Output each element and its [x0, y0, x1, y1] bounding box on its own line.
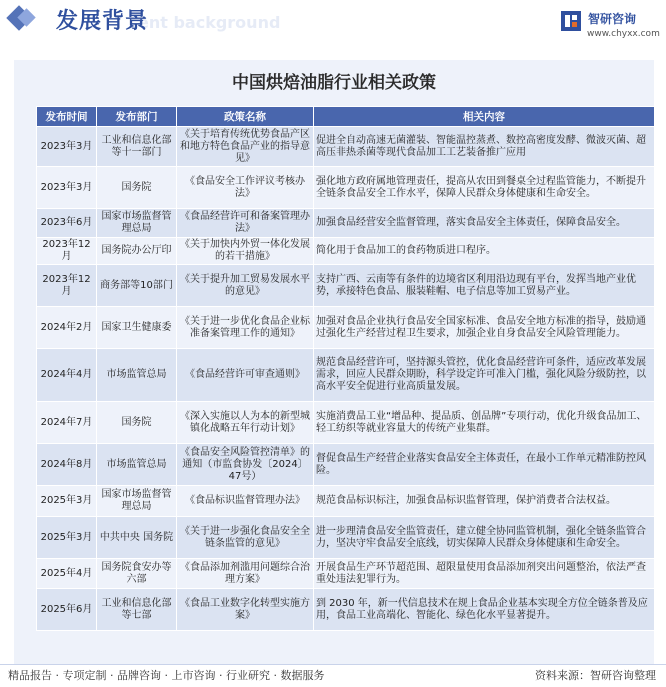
- footer-divider: [0, 664, 666, 665]
- cell-time: 2024年8月: [37, 444, 97, 486]
- cell-dept: 国家卫生健康委: [97, 307, 177, 349]
- cell-dept: 市场监管总局: [97, 444, 177, 486]
- cell-dept: 国务院办公厅印: [97, 238, 177, 265]
- table-row: [37, 167, 655, 209]
- brand-url: www.chyxx.com: [587, 29, 660, 39]
- cell-policy: 《食品经营许可审查通则》: [177, 349, 314, 402]
- table-row: [37, 127, 655, 167]
- footer-services: 精品报告 · 专项定制 · 品牌咨询 · 上市咨询 · 行业研究 · 数据服务: [8, 669, 325, 682]
- cell-policy: 《关于加快内外贸一体化发展的若干措施》: [177, 238, 314, 265]
- cell-time: 2024年2月: [37, 307, 97, 349]
- table-row: [37, 209, 655, 238]
- cell-dept: 工业和信息化部等七部: [97, 589, 177, 631]
- cell-content: 强化地方政府属地管理责任，提高从农田到餐桌全过程监管能力，不断提升全链条食品安全工作水平，保障人民群众身体健康和生命安全。: [314, 167, 655, 209]
- section-title: 发展背景: [56, 9, 149, 34]
- cell-policy: 《关于进一步强化食品安全全链条监管的意见》: [177, 517, 314, 559]
- table-row: [37, 402, 655, 444]
- brand-name: 智研咨询: [588, 12, 637, 26]
- cell-content: 规范食品标识标注，加强食品标识监督管理，保护消费者合法权益。: [314, 486, 655, 517]
- cell-policy: 《食品添加剂滥用问题综合治理方案》: [177, 559, 314, 589]
- cell-dept: 国家市场监督管理总局: [97, 209, 177, 238]
- cell-time: 2023年3月: [37, 167, 97, 209]
- cell-time: 2025年3月: [37, 486, 97, 517]
- cell-time: 2024年7月: [37, 402, 97, 444]
- cell-policy: 《关于提升加工贸易发展水平的意见》: [177, 265, 314, 307]
- cell-time: 2025年3月: [37, 517, 97, 559]
- table-row: [37, 349, 655, 402]
- cell-dept: 国务院食安办等六部: [97, 559, 177, 589]
- cell-content: 促进全自动高速无菌灌装、智能温控蒸煮、数控高密度发酵、微波灭菌、超高压非热杀菌等现代食品加工工艺装备推广应用: [314, 127, 655, 167]
- table-row: [37, 517, 655, 559]
- cell-content: 督促食品生产经营企业落实食品安全主体责任，在最小工作单元精准防控风险。: [314, 444, 655, 486]
- cell-time: 2025年4月: [37, 559, 97, 589]
- column-header: 相关内容: [314, 107, 655, 127]
- cell-dept: 市场监管总局: [97, 349, 177, 402]
- cell-time: 2025年6月: [37, 589, 97, 631]
- cell-time: 2023年6月: [37, 209, 97, 238]
- policy-table: [36, 106, 655, 631]
- cell-dept: 国家市场监督管理总局: [97, 486, 177, 517]
- cell-policy: 《食品工业数字化转型实施方案》: [177, 589, 314, 631]
- cell-content: 规范食品经营许可，坚持源头管控，优化食品经营许可条件，适应改革发展需求，回应人民群众期盼，科学设定许可准入门槛，强化风险分级防控，以高水平安全促进行业高质量发展。: [314, 349, 655, 402]
- cell-policy: 《关于进一步优化食品企业标准备案管理工作的通知》: [177, 307, 314, 349]
- brand-logo-icon: [560, 10, 582, 32]
- policy-panel: [14, 60, 654, 664]
- cell-time: 2023年3月: [37, 127, 97, 167]
- cell-time: 2024年4月: [37, 349, 97, 402]
- cell-content: 到 2030 年，新一代信息技术在规上食品企业基本实现全方位全链条普及应用，食品工业高端化、智能化、绿色化水平显著提升。: [314, 589, 655, 631]
- cell-dept: 商务部等10部门: [97, 265, 177, 307]
- cell-policy: 《食品安全风险管控清单》的通知（市监食协发〔2024〕47号）: [177, 444, 314, 486]
- table-row: [37, 265, 655, 307]
- cell-policy: 《食品标识监督管理办法》: [177, 486, 314, 517]
- table-row: [37, 444, 655, 486]
- footer: [0, 664, 666, 687]
- cell-content: 简化用于食品加工的食药物质进口程序。: [314, 238, 655, 265]
- table-row: [37, 559, 655, 589]
- cell-policy: 《关于培育传统优势食品产区和地方特色食品产业的指导意见》: [177, 127, 314, 167]
- header-bar: [0, 0, 666, 44]
- cell-content: 加强食品经营安全监督管理，落实食品安全主体责任，保障食品安全。: [314, 209, 655, 238]
- cell-content: 开展食品生产环节超范围、超限量使用食品添加剂突出问题整治，依法严查重处违法犯罪行为。: [314, 559, 655, 589]
- column-header: 发布部门: [97, 107, 177, 127]
- table-header-row: [37, 107, 655, 127]
- cell-policy: 《食品安全工作评议考核办法》: [177, 167, 314, 209]
- cell-dept: 国务院: [97, 402, 177, 444]
- cell-dept: 工业和信息化部等十一部门: [97, 127, 177, 167]
- table-row: [37, 307, 655, 349]
- cell-policy: 《深入实施以人为本的新型城镇化战略五年行动计划》: [177, 402, 314, 444]
- cell-content: 实施消费品工业“增品种、提品质、创品牌”专项行动，优化升级食品加工、轻工纺织等就业容量大的传统产业集群。: [314, 402, 655, 444]
- table-row: [37, 589, 655, 631]
- section-subtitle: ent background: [138, 13, 281, 32]
- table-row: [37, 486, 655, 517]
- cell-content: 支持广西、云南等有条件的边境省区利用沿边现有平台，发挥当地产业优势，承接特色食品、服装鞋帽、电子信息等加工贸易产业。: [314, 265, 655, 307]
- column-header: 发布时间: [37, 107, 97, 127]
- cell-policy: 《食品经营许可和备案管理办法》: [177, 209, 314, 238]
- column-header: 政策名称: [177, 107, 314, 127]
- cell-content: 加强对食品企业执行食品安全国家标准、食品安全地方标准的指导，鼓励通过强化生产经营过程卫生要求，加强企业自身食品安全风险管理能力。: [314, 307, 655, 349]
- table-row: [37, 238, 655, 265]
- cell-dept: 国务院: [97, 167, 177, 209]
- cell-content: 进一步理清食品安全监管责任，建立健全协同监管机制，强化全链条监管合力，坚决守牢食品安全底线，切实保障人民群众身体健康和生命安全。: [314, 517, 655, 559]
- table-title: 中国烘焙油脂行业相关政策: [232, 73, 436, 93]
- cell-time: 2023年12月: [37, 238, 97, 265]
- cell-dept: 中共中央 国务院: [97, 517, 177, 559]
- footer-source: 资料来源：智研咨询整理: [535, 669, 656, 682]
- cell-time: 2023年12月: [37, 265, 97, 307]
